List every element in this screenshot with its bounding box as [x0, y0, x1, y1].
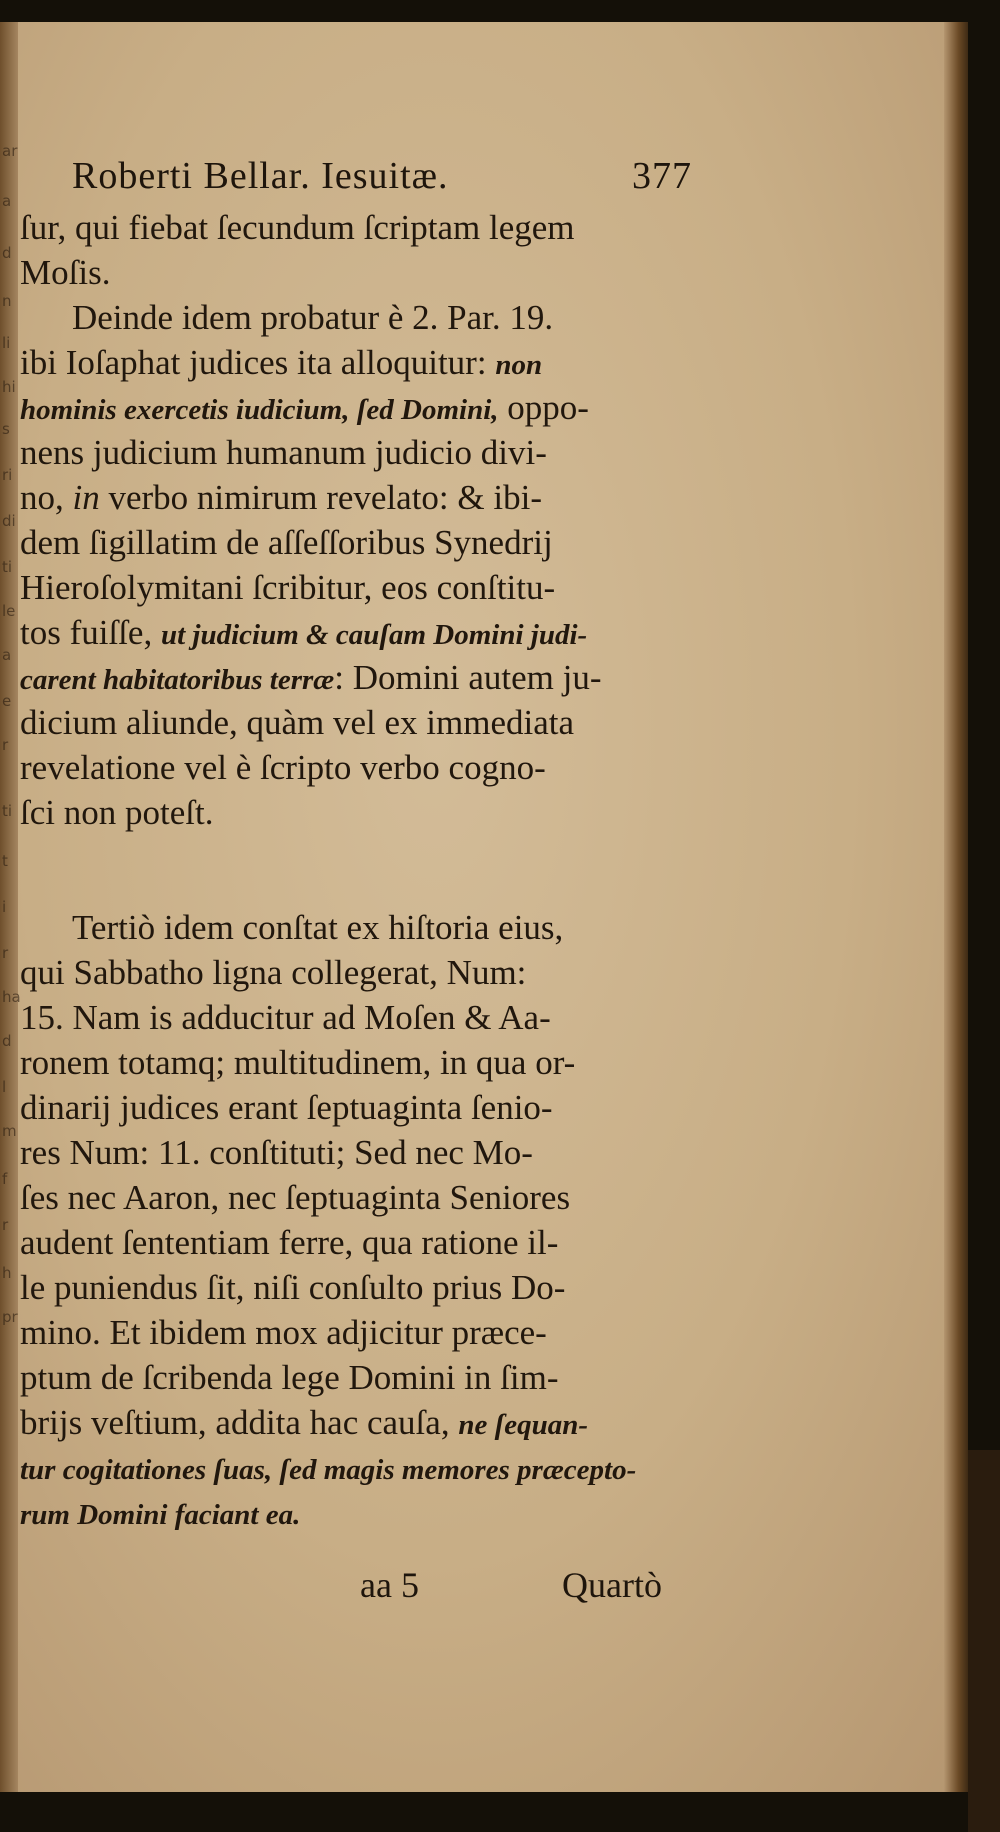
text-segment: brijs veſtium, addita hac cauſa,: [20, 1403, 459, 1442]
text-line: [20, 953, 526, 999]
running-head: Roberti Bellar. Iesuitæ.: [72, 155, 449, 197]
margin-fragment: r: [2, 944, 9, 962]
margin-fragment: a: [2, 646, 12, 664]
text-segment: tos fuiſſe,: [20, 613, 161, 652]
text-segment: dicium aliunde, quàm vel ex immediata: [20, 703, 575, 742]
margin-fragment: ti: [2, 558, 13, 576]
text-line: [20, 253, 110, 299]
margin-fragment: d: [2, 244, 12, 262]
margin-fragment: le: [2, 602, 16, 620]
text-line: [20, 1313, 547, 1359]
margin-fragment: h: [2, 1264, 12, 1282]
margin-fragment: n: [2, 292, 12, 310]
text-segment: ut judicium & cauſam Domini judi-: [160, 619, 588, 651]
text-segment: tur cogitationes ſuas, ſed magis memores præcepto-: [20, 1454, 637, 1486]
text-segment: ptum de ſcribenda lege Domini in ſim-: [20, 1358, 559, 1397]
text-line: [20, 1403, 588, 1449]
page-number: 377: [632, 155, 692, 197]
text-segment: ibi Ioſaphat judices ita alloquitur:: [20, 343, 496, 382]
text-segment: res Num: 11. conſtituti; Sed nec Mo-: [20, 1133, 533, 1172]
text-segment: Tertiò idem conſtat ex hiſtoria eius,: [72, 908, 564, 947]
text-line: [20, 1088, 553, 1134]
text-segment: carent habitatoribus terræ: [20, 664, 335, 696]
margin-fragment: d: [2, 1032, 12, 1050]
margin-fragment: ti: [2, 802, 13, 820]
text-segment: dem ſigillatim de aſſeſſoribus Synedrij: [20, 523, 553, 562]
margin-fragment: t: [2, 852, 8, 870]
margin-fragment: pr: [2, 1308, 18, 1326]
text-segment: ſur, qui fiebat ſecundum ſcriptam legem: [20, 208, 575, 247]
text-segment: ronem totamq; multitudinem, in qua or-: [20, 1043, 576, 1082]
margin-fragment: i: [2, 898, 7, 916]
margin-fragment: m: [2, 1122, 17, 1140]
text-segment: non: [495, 349, 543, 381]
margin-fragment: s: [2, 420, 10, 438]
text-line: [20, 998, 551, 1044]
margin-fragment: hi: [2, 378, 16, 396]
text-line: [20, 1223, 558, 1269]
text-segment: nens judicium humanum judicio divi-: [20, 433, 547, 472]
text-line: [20, 478, 542, 524]
margin-fragment: r: [2, 1216, 9, 1234]
signature-mark: aa 5: [360, 1565, 419, 1605]
text-line: [20, 703, 574, 749]
text-line: [20, 1358, 558, 1404]
book-page: [0, 22, 968, 1792]
text-segment: rum Domini faciant ea.: [20, 1499, 301, 1531]
text-line: [20, 1178, 570, 1224]
text-segment: mino. Et ibidem mox adjicitur præce-: [20, 1313, 547, 1352]
page-edge-shadow: [944, 22, 968, 1792]
page-header: [72, 154, 712, 214]
text-segment: in: [72, 478, 100, 517]
text-segment: ſci non poteſt.: [20, 793, 214, 832]
text-segment: hominis exercetis iudicium, ſed Domini,: [20, 394, 499, 426]
margin-fragment: e: [2, 692, 12, 710]
text-segment: ſes nec Aaron, nec ſeptuaginta Seniores: [20, 1178, 571, 1217]
text-segment: : Domini autem ju-: [334, 658, 602, 697]
text-line: [20, 568, 555, 614]
text-segment: ne ſequan-: [458, 1409, 589, 1441]
text-segment: Deinde idem probatur è 2. Par. 19.: [72, 298, 554, 337]
margin-fragment: ar: [2, 142, 18, 160]
text-segment: qui Sabbatho ligna collegerat, Num:: [20, 953, 527, 992]
text-segment: Hieroſolymitani ſcribitur, eos conſtitu-: [20, 568, 556, 607]
text-line: [20, 613, 587, 659]
margin-fragment: ha: [2, 988, 21, 1006]
text-line: [20, 343, 542, 389]
text-line: [20, 208, 575, 254]
text-segment: audent ſententiam ferre, qua ratione il-: [20, 1223, 559, 1262]
text-line: [20, 1268, 565, 1314]
text-segment: revelatione vel è ſcripto verbo cogno-: [20, 748, 546, 787]
text-line: [20, 658, 602, 704]
text-line: [20, 523, 553, 569]
text-segment: Moſis.: [20, 253, 111, 292]
margin-fragment: a: [2, 192, 12, 210]
margin-fragment: ri: [2, 466, 13, 484]
text-line: [72, 298, 553, 344]
text-segment: verbo nimirum revelato: & ibi-: [99, 478, 542, 517]
margin-fragment: l: [2, 1078, 7, 1096]
text-line: [20, 793, 213, 839]
dark-background-corner: [968, 1450, 1000, 1832]
margin-fragment: f: [2, 1170, 8, 1188]
margin-fragment: r: [2, 736, 9, 754]
text-line: [20, 388, 589, 434]
text-line: [20, 748, 546, 794]
text-line: [20, 1448, 636, 1494]
margin-fragment: di: [2, 512, 16, 530]
text-line: [20, 1493, 300, 1539]
text-segment: oppo-: [498, 388, 589, 427]
text-segment: le puniendus ſit, niſi conſulto prius Do-: [20, 1268, 566, 1307]
text-segment: 15. Nam is adducitur ad Moſen & Aa-: [20, 998, 551, 1037]
text-line: [20, 1043, 575, 1089]
page-footer: [360, 1564, 700, 1614]
text-line: [20, 433, 547, 479]
text-line: [20, 1133, 533, 1179]
catchword: Quartò: [562, 1565, 662, 1605]
text-segment: no,: [20, 478, 73, 517]
margin-fragment: li: [2, 334, 11, 352]
text-segment: dinarij judices erant ſeptuaginta ſenio-: [20, 1088, 553, 1127]
text-line: [72, 908, 563, 954]
